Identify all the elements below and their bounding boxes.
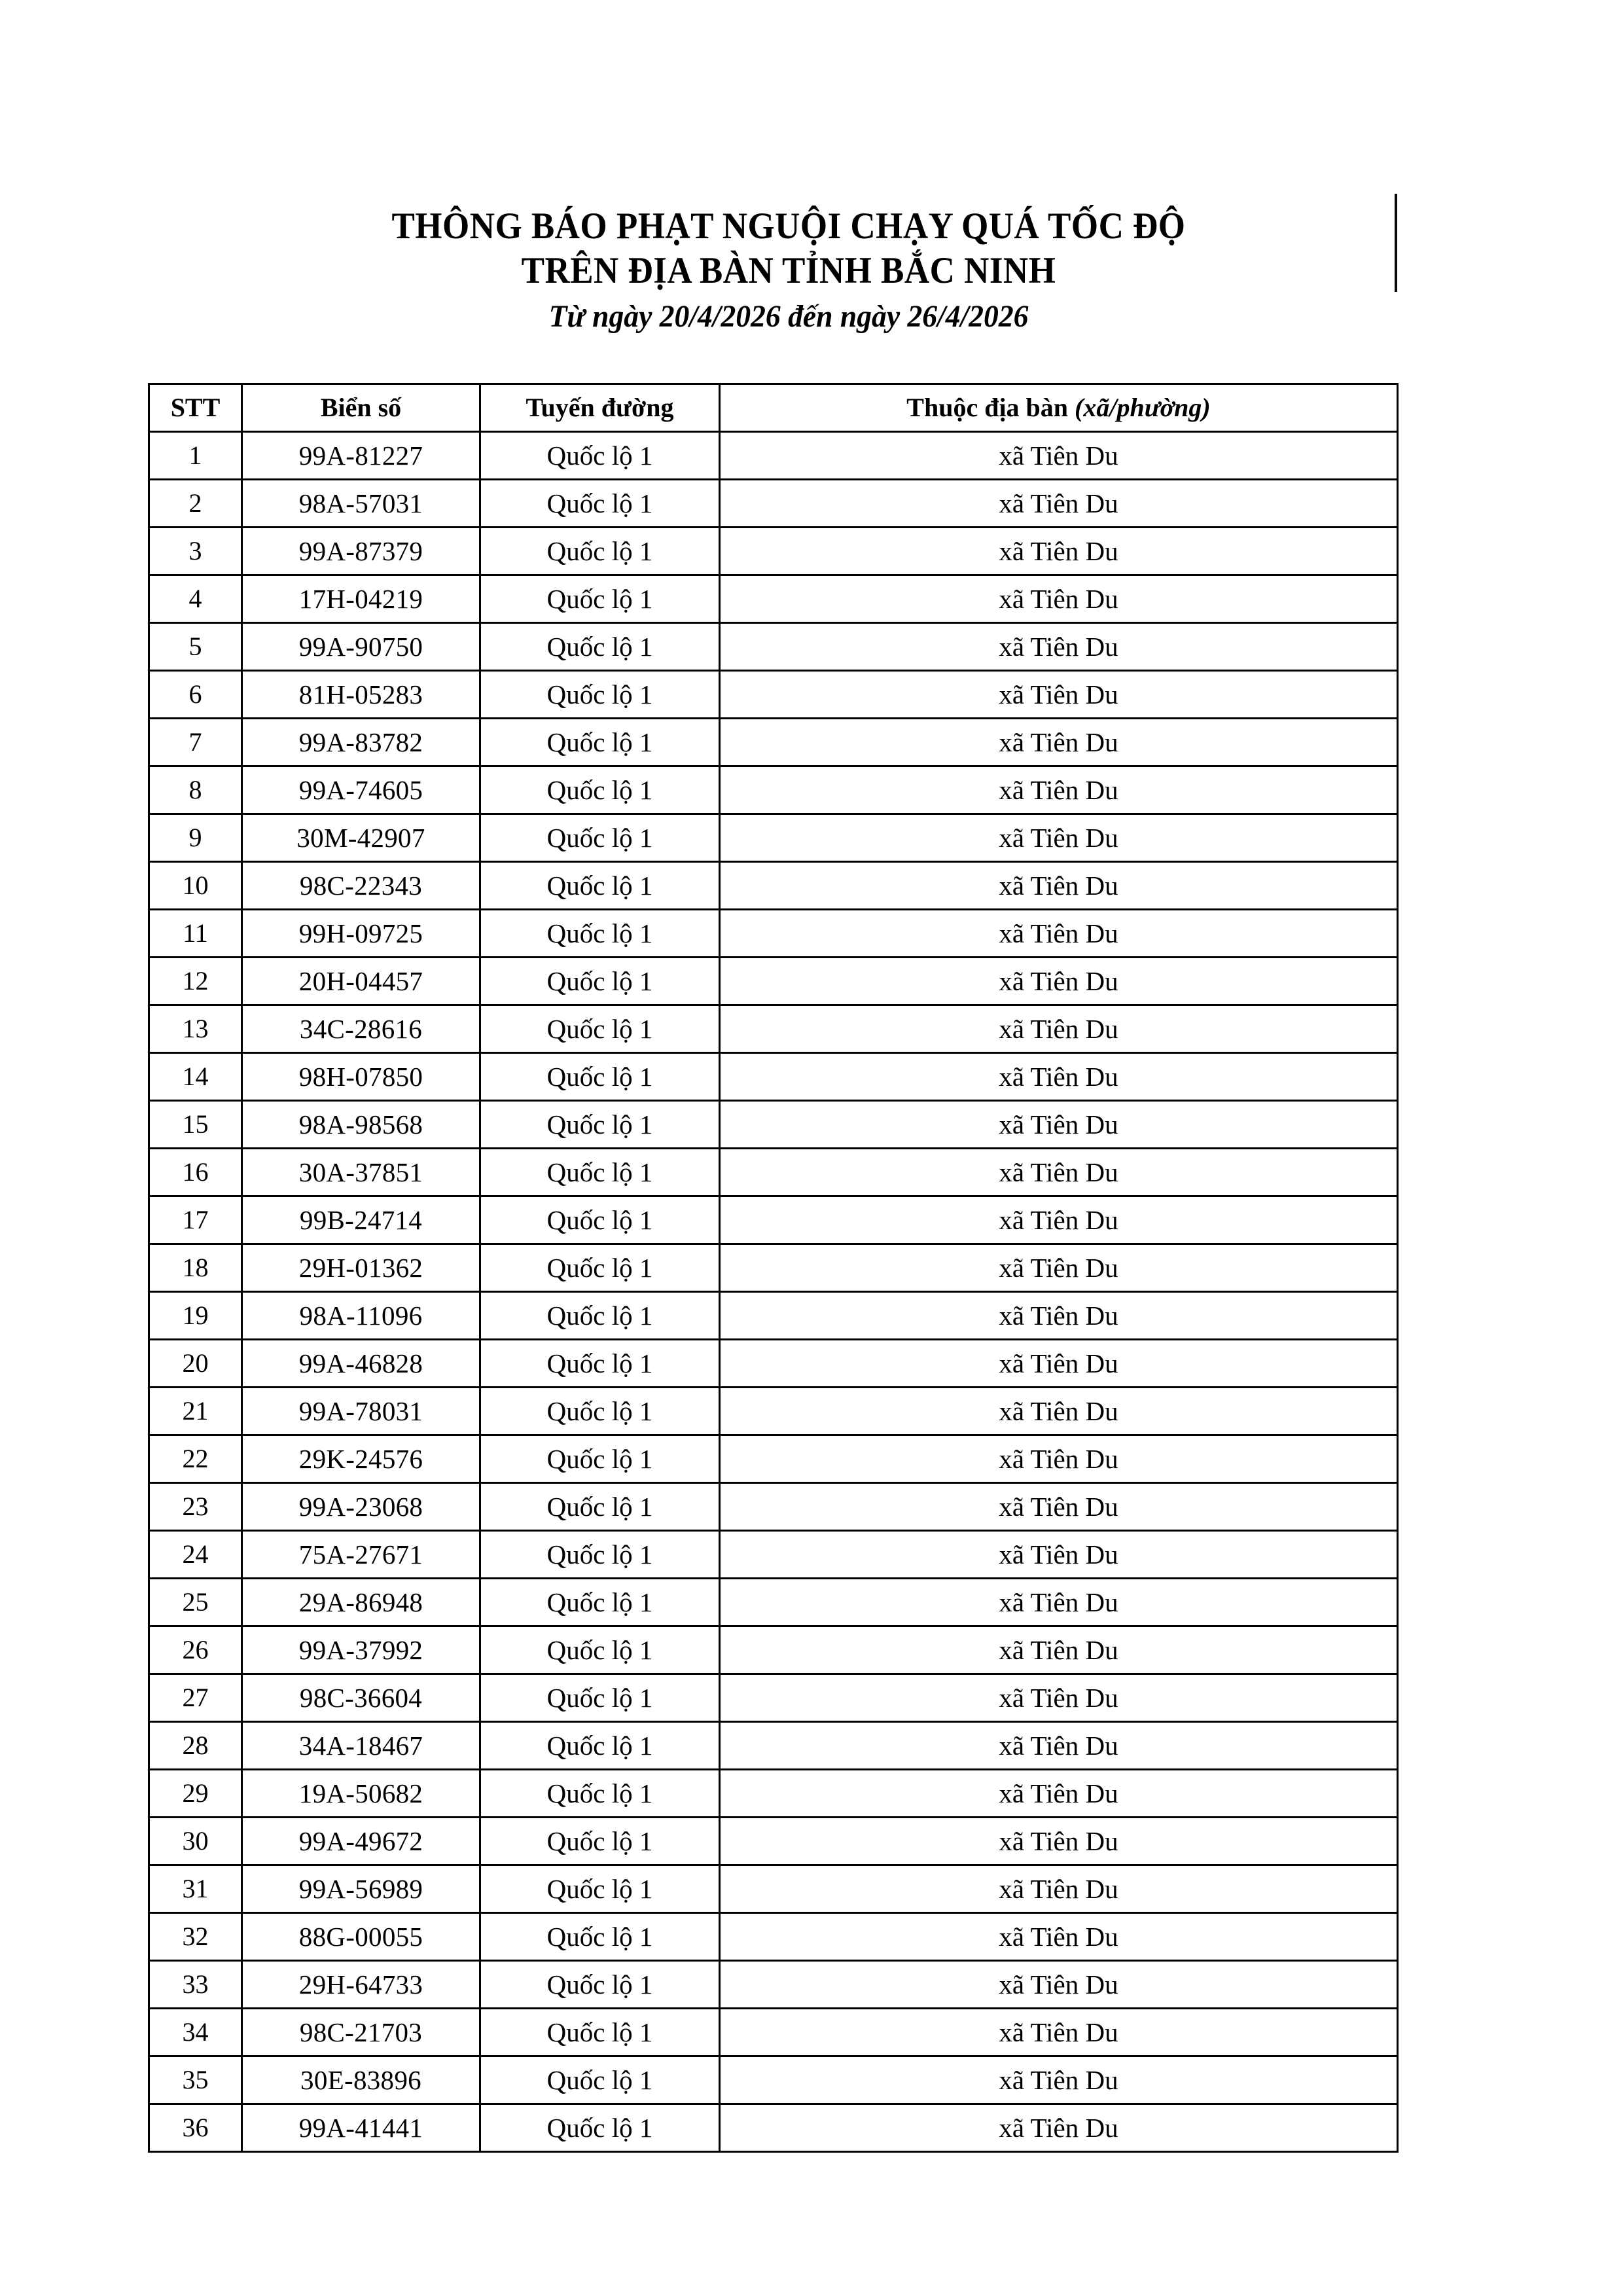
cell-road: Quốc lộ 1 xyxy=(480,1531,720,1579)
cell-area: xã Tiên Du xyxy=(720,1770,1398,1818)
cell-road: Quốc lộ 1 xyxy=(480,671,720,719)
cell-road: Quốc lộ 1 xyxy=(480,910,720,958)
table-row xyxy=(149,1101,1398,1149)
cell-plate: 98H-07850 xyxy=(242,1053,480,1101)
cell-area: xã Tiên Du xyxy=(720,1961,1398,2009)
table-body xyxy=(149,432,1398,2152)
table-row xyxy=(149,1483,1398,1531)
table-row xyxy=(149,1913,1398,1961)
cell-road: Quốc lộ 1 xyxy=(480,1005,720,1053)
cell-road: Quốc lộ 1 xyxy=(480,480,720,528)
table-row xyxy=(149,1340,1398,1388)
cell-stt: 29 xyxy=(149,1770,242,1818)
column-header-area xyxy=(720,384,1398,432)
cell-plate: 99A-74605 xyxy=(242,766,480,814)
cell-stt: 10 xyxy=(149,862,242,910)
violations-table xyxy=(148,383,1399,2153)
cell-road: Quốc lộ 1 xyxy=(480,1579,720,1626)
table-row xyxy=(149,1674,1398,1722)
cell-road: Quốc lộ 1 xyxy=(480,1722,720,1770)
cell-plate: 99A-46828 xyxy=(242,1340,480,1388)
cell-area: xã Tiên Du xyxy=(720,1053,1398,1101)
cell-road: Quốc lộ 1 xyxy=(480,1674,720,1722)
cell-stt: 30 xyxy=(149,1818,242,1865)
cell-area: xã Tiên Du xyxy=(720,480,1398,528)
cell-plate: 99A-87379 xyxy=(242,528,480,575)
table-header-row xyxy=(149,384,1398,432)
cell-area: xã Tiên Du xyxy=(720,528,1398,575)
table-row xyxy=(149,1818,1398,1865)
cell-area: xã Tiên Du xyxy=(720,1483,1398,1531)
cell-stt: 11 xyxy=(149,910,242,958)
cell-plate: 75A-27671 xyxy=(242,1531,480,1579)
column-header-plate: Biển số xyxy=(242,384,480,432)
table-row xyxy=(149,432,1398,480)
cell-area: xã Tiên Du xyxy=(720,1913,1398,1961)
cell-area: xã Tiên Du xyxy=(720,1340,1398,1388)
column-header-road: Tuyến đường xyxy=(480,384,720,432)
table-row xyxy=(149,1292,1398,1340)
table-row xyxy=(149,2056,1398,2104)
cell-area: xã Tiên Du xyxy=(720,1722,1398,1770)
table-row xyxy=(149,480,1398,528)
table-row xyxy=(149,862,1398,910)
cell-road: Quốc lộ 1 xyxy=(480,1626,720,1674)
cell-plate: 81H-05283 xyxy=(242,671,480,719)
table-row xyxy=(149,528,1398,575)
cell-road: Quốc lộ 1 xyxy=(480,2104,720,2152)
cell-stt: 17 xyxy=(149,1196,242,1244)
table-row xyxy=(149,1579,1398,1626)
cell-stt: 4 xyxy=(149,575,242,623)
cell-stt: 13 xyxy=(149,1005,242,1053)
column-header-area-emphasis: (xã/phường) xyxy=(1075,393,1211,422)
cell-area: xã Tiên Du xyxy=(720,862,1398,910)
cell-road: Quốc lộ 1 xyxy=(480,719,720,766)
table-row xyxy=(149,1149,1398,1196)
cell-area: xã Tiên Du xyxy=(720,2104,1398,2152)
cell-plate: 19A-50682 xyxy=(242,1770,480,1818)
cell-stt: 32 xyxy=(149,1913,242,1961)
cell-plate: 20H-04457 xyxy=(242,958,480,1005)
cell-plate: 98C-36604 xyxy=(242,1674,480,1722)
cell-plate: 99A-83782 xyxy=(242,719,480,766)
cell-area: xã Tiên Du xyxy=(720,432,1398,480)
cell-plate: 98C-22343 xyxy=(242,862,480,910)
document-heading xyxy=(0,204,1577,338)
cell-road: Quốc lộ 1 xyxy=(480,1388,720,1435)
cell-plate: 99A-37992 xyxy=(242,1626,480,1674)
cell-plate: 99A-81227 xyxy=(242,432,480,480)
cell-road: Quốc lộ 1 xyxy=(480,1865,720,1913)
cell-stt: 31 xyxy=(149,1865,242,1913)
cell-area: xã Tiên Du xyxy=(720,1005,1398,1053)
table-row xyxy=(149,1865,1398,1913)
cell-stt: 18 xyxy=(149,1244,242,1292)
cell-stt: 35 xyxy=(149,2056,242,2104)
cell-plate: 34C-28616 xyxy=(242,1005,480,1053)
table-row xyxy=(149,958,1398,1005)
table-row xyxy=(149,1244,1398,1292)
cell-road: Quốc lộ 1 xyxy=(480,958,720,1005)
cell-area: xã Tiên Du xyxy=(720,1818,1398,1865)
cell-road: Quốc lộ 1 xyxy=(480,575,720,623)
cell-road: Quốc lộ 1 xyxy=(480,1340,720,1388)
table-row xyxy=(149,1196,1398,1244)
cell-plate: 99H-09725 xyxy=(242,910,480,958)
cell-road: Quốc lộ 1 xyxy=(480,1244,720,1292)
cell-area: xã Tiên Du xyxy=(720,1435,1398,1483)
cell-stt: 6 xyxy=(149,671,242,719)
cell-area: xã Tiên Du xyxy=(720,766,1398,814)
cell-area: xã Tiên Du xyxy=(720,2056,1398,2104)
cell-road: Quốc lộ 1 xyxy=(480,1101,720,1149)
cell-road: Quốc lộ 1 xyxy=(480,1435,720,1483)
cell-stt: 19 xyxy=(149,1292,242,1340)
cell-road: Quốc lộ 1 xyxy=(480,814,720,862)
violations-table-container xyxy=(148,383,1397,2153)
cell-plate: 29H-01362 xyxy=(242,1244,480,1292)
table-row xyxy=(149,1770,1398,1818)
table-row xyxy=(149,623,1398,671)
cell-area: xã Tiên Du xyxy=(720,575,1398,623)
cell-road: Quốc lộ 1 xyxy=(480,1149,720,1196)
cell-area: xã Tiên Du xyxy=(720,1674,1398,1722)
cell-stt: 2 xyxy=(149,480,242,528)
cell-area: xã Tiên Du xyxy=(720,1244,1398,1292)
cell-road: Quốc lộ 1 xyxy=(480,432,720,480)
cell-road: Quốc lộ 1 xyxy=(480,1961,720,2009)
cell-stt: 3 xyxy=(149,528,242,575)
cell-stt: 24 xyxy=(149,1531,242,1579)
page-title-line-2: TRÊN ĐỊA BÀN TỈNH BẮC NINH xyxy=(521,250,1056,291)
cell-plate: 99A-90750 xyxy=(242,623,480,671)
cell-plate: 99A-49672 xyxy=(242,1818,480,1865)
cell-road: Quốc lộ 1 xyxy=(480,2056,720,2104)
date-range-subtitle: Từ ngày 20/4/2026 đến ngày 26/4/2026 xyxy=(548,299,1029,334)
cell-area: xã Tiên Du xyxy=(720,1388,1398,1435)
cell-stt: 9 xyxy=(149,814,242,862)
cell-stt: 23 xyxy=(149,1483,242,1531)
table-row xyxy=(149,814,1398,862)
cell-road: Quốc lộ 1 xyxy=(480,1483,720,1531)
cell-road: Quốc lộ 1 xyxy=(480,1292,720,1340)
cell-plate: 30M-42907 xyxy=(242,814,480,862)
cell-stt: 12 xyxy=(149,958,242,1005)
scan-artifact-line xyxy=(1395,194,1397,292)
cell-area: xã Tiên Du xyxy=(720,814,1398,862)
cell-area: xã Tiên Du xyxy=(720,958,1398,1005)
table-row xyxy=(149,766,1398,814)
table-row xyxy=(149,2104,1398,2152)
cell-stt: 5 xyxy=(149,623,242,671)
table-row xyxy=(149,910,1398,958)
cell-plate: 98A-57031 xyxy=(242,480,480,528)
table-row xyxy=(149,1053,1398,1101)
cell-plate: 99A-23068 xyxy=(242,1483,480,1531)
cell-plate: 99A-78031 xyxy=(242,1388,480,1435)
cell-stt: 22 xyxy=(149,1435,242,1483)
table-row xyxy=(149,1722,1398,1770)
cell-road: Quốc lộ 1 xyxy=(480,623,720,671)
cell-plate: 99B-24714 xyxy=(242,1196,480,1244)
cell-area: xã Tiên Du xyxy=(720,1292,1398,1340)
cell-stt: 21 xyxy=(149,1388,242,1435)
cell-area: xã Tiên Du xyxy=(720,1865,1398,1913)
cell-stt: 28 xyxy=(149,1722,242,1770)
cell-area: xã Tiên Du xyxy=(720,1626,1398,1674)
cell-stt: 33 xyxy=(149,1961,242,2009)
cell-area: xã Tiên Du xyxy=(720,623,1398,671)
cell-stt: 27 xyxy=(149,1674,242,1722)
cell-area: xã Tiên Du xyxy=(720,2009,1398,2056)
table-row xyxy=(149,2009,1398,2056)
cell-plate: 98A-98568 xyxy=(242,1101,480,1149)
cell-stt: 26 xyxy=(149,1626,242,1674)
cell-plate: 29K-24576 xyxy=(242,1435,480,1483)
cell-road: Quốc lộ 1 xyxy=(480,528,720,575)
table-row xyxy=(149,575,1398,623)
cell-plate: 88G-00055 xyxy=(242,1913,480,1961)
cell-stt: 1 xyxy=(149,432,242,480)
cell-area: xã Tiên Du xyxy=(720,910,1398,958)
cell-plate: 30E-83896 xyxy=(242,2056,480,2104)
cell-plate: 29H-64733 xyxy=(242,1961,480,2009)
cell-stt: 34 xyxy=(149,2009,242,2056)
cell-road: Quốc lộ 1 xyxy=(480,1913,720,1961)
table-row xyxy=(149,1531,1398,1579)
table-row xyxy=(149,1435,1398,1483)
cell-road: Quốc lộ 1 xyxy=(480,1053,720,1101)
cell-plate: 99A-56989 xyxy=(242,1865,480,1913)
cell-area: xã Tiên Du xyxy=(720,719,1398,766)
table-row xyxy=(149,719,1398,766)
cell-road: Quốc lộ 1 xyxy=(480,1196,720,1244)
cell-plate: 99A-41441 xyxy=(242,2104,480,2152)
table-row xyxy=(149,671,1398,719)
cell-stt: 8 xyxy=(149,766,242,814)
cell-area: xã Tiên Du xyxy=(720,671,1398,719)
cell-area: xã Tiên Du xyxy=(720,1149,1398,1196)
table-row xyxy=(149,1626,1398,1674)
column-header-area-main: Thuộc địa bàn xyxy=(906,393,1075,422)
cell-road: Quốc lộ 1 xyxy=(480,2009,720,2056)
cell-area: xã Tiên Du xyxy=(720,1196,1398,1244)
cell-road: Quốc lộ 1 xyxy=(480,766,720,814)
column-header-stt: STT xyxy=(149,384,242,432)
cell-stt: 7 xyxy=(149,719,242,766)
cell-plate: 98A-11096 xyxy=(242,1292,480,1340)
table-row xyxy=(149,1005,1398,1053)
cell-stt: 36 xyxy=(149,2104,242,2152)
cell-stt: 16 xyxy=(149,1149,242,1196)
table-head xyxy=(149,384,1398,432)
cell-road: Quốc lộ 1 xyxy=(480,862,720,910)
cell-area: xã Tiên Du xyxy=(720,1531,1398,1579)
cell-road: Quốc lộ 1 xyxy=(480,1818,720,1865)
cell-plate: 34A-18467 xyxy=(242,1722,480,1770)
page-title-line-1: THÔNG BÁO PHẠT NGUỘI CHẠY QUÁ TỐC ĐỘ xyxy=(391,206,1186,247)
cell-area: xã Tiên Du xyxy=(720,1101,1398,1149)
cell-plate: 30A-37851 xyxy=(242,1149,480,1196)
cell-stt: 25 xyxy=(149,1579,242,1626)
cell-plate: 98C-21703 xyxy=(242,2009,480,2056)
cell-plate: 29A-86948 xyxy=(242,1579,480,1626)
cell-area: xã Tiên Du xyxy=(720,1579,1398,1626)
cell-stt: 15 xyxy=(149,1101,242,1149)
table-row xyxy=(149,1388,1398,1435)
cell-road: Quốc lộ 1 xyxy=(480,1770,720,1818)
cell-stt: 20 xyxy=(149,1340,242,1388)
cell-stt: 14 xyxy=(149,1053,242,1101)
table-row xyxy=(149,1961,1398,2009)
cell-plate: 17H-04219 xyxy=(242,575,480,623)
